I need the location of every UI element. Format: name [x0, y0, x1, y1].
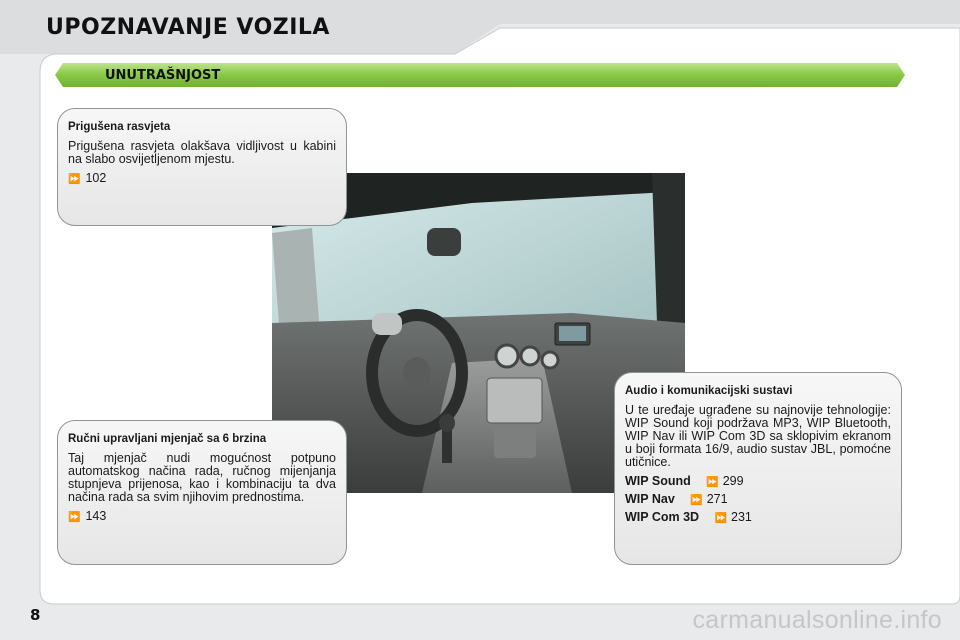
wip-com-3d-ref-number: 231	[731, 510, 752, 524]
lighting-info-box	[57, 108, 347, 226]
gearbox-page-ref[interactable]	[68, 510, 336, 524]
wip-nav-ref[interactable]	[625, 493, 891, 507]
watermark: carmanualsonline.info	[692, 606, 942, 634]
audio-heading: Audio i komunikacijski sustavi	[625, 385, 793, 397]
page-ref-arrow-icon: ⏩	[690, 495, 703, 506]
lighting-page-ref[interactable]	[68, 172, 336, 186]
lighting-heading: Prigušena rasvjeta	[68, 121, 171, 133]
audio-info-box	[614, 372, 902, 565]
wip-com-3d-label: WIP Com 3D	[625, 510, 700, 524]
gearbox-ref-number: 143	[85, 509, 107, 523]
page-ref-arrow-icon: ⏩	[68, 512, 81, 523]
lighting-ref-number: 102	[85, 171, 107, 185]
wip-sound-label: WIP Sound	[625, 474, 691, 488]
page-ref-arrow-icon: ⏩	[714, 513, 728, 524]
gearbox-info-box	[57, 420, 347, 565]
page-title: UPOZNAVANJE VOZILA	[46, 15, 330, 40]
wip-nav-label: WIP Nav	[625, 492, 675, 506]
gearbox-text: Taj mjenjač nudi mogućnost potpuno automatskog načina rada, ručnog mijenjanja stupnjeva prijenosa, kao i kombinaciju ta dva načina rada sa svim njihovim prednostima.	[68, 451, 336, 504]
page-ref-arrow-icon: ⏩	[68, 174, 81, 185]
audio-text: U te uređaje ugrađene su najnovije tehnologije: WIP Sound koji podržava MP3, WIP Bluetooth, WIP Nav ili WIP Com 3D sa sklopivim ekranom u boji formata 16/9, audio sustav JBL, pomoćne utičnice.	[625, 403, 891, 469]
section-title: UNUTRAŠNJOST	[105, 68, 221, 83]
gearbox-heading: Ručni upravljani mjenjač sa 6 brzina	[68, 433, 267, 445]
lighting-text: Prigušena rasvjeta olakšava vidljivost u kabini na slabo osvijetljenom mjestu.	[68, 139, 336, 166]
wip-com-3d-ref[interactable]	[625, 511, 891, 525]
page-number: 8	[30, 606, 41, 624]
wip-sound-ref-number: 299	[722, 474, 744, 488]
page-ref-arrow-icon: ⏩	[706, 477, 719, 488]
wip-sound-ref[interactable]	[625, 475, 891, 489]
wip-nav-ref-number: 271	[706, 492, 728, 506]
